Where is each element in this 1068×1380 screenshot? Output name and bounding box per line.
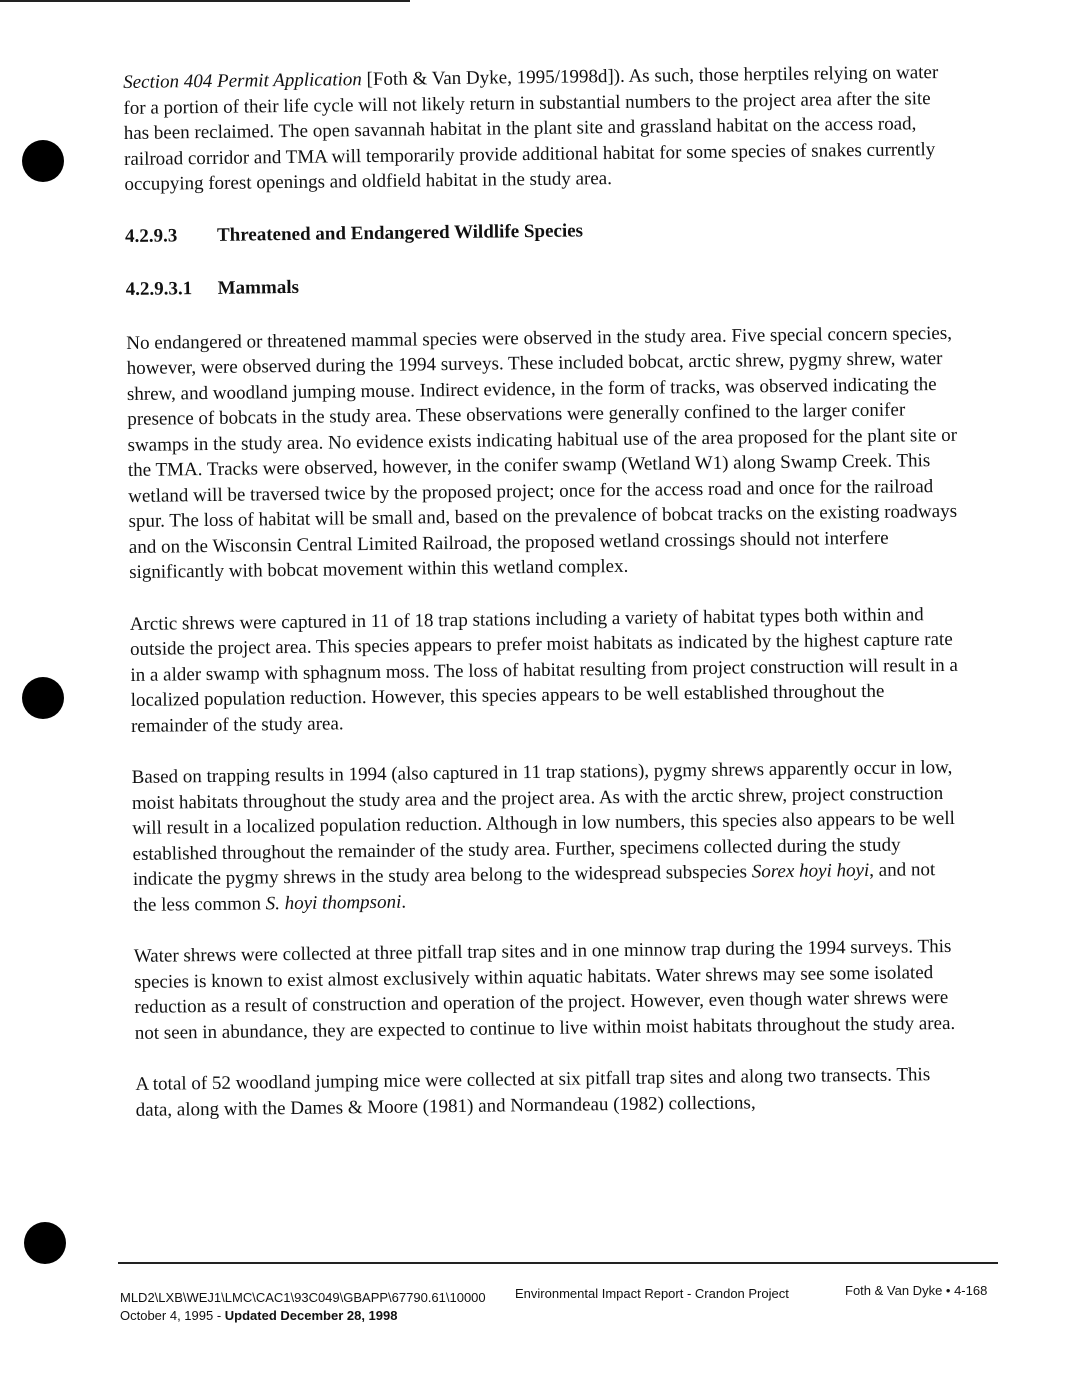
paragraph-jumping-mouse: A total of 52 woodland jumping mice were collected at six pitfall trap sites and along two transects. This data, along with the Dames & Moore (1981) and Normandeau (1982) collections, — [135, 1064, 931, 1121]
paragraph-arctic-shrew: Arctic shrews were captured in 11 of 18 trap stations including a variety of habitat types both within and outside the project area. This species appears to prefer moist habitats as indicated by the highest capture rate in a alder swamp with sphagnum moss. The loss of habitat resulting from project construction will result in a localized population reduction. However, this species appears to be well established throughout the remainder of the study area. — [129, 603, 959, 737]
citation-title: Section 404 Permit Application — [123, 69, 362, 93]
footer-date — [120, 1308, 397, 1323]
paragraph-pygmy-shrew — [131, 755, 963, 918]
footer-rule — [118, 1262, 998, 1264]
page-body — [123, 60, 966, 1149]
intro-text: [Foth & Van Dyke, 1995/1998d]). As such, those herptiles relying on water for a portion of their life cycle will not likely return in substantial numbers to the project area after the site has been reclaimed. The open savannah habitat in the plant site and grassland habitat on the access road, railroad corridor and TMA will temporarily provide additional habitat for some species of snakes currently occupying forest openings and oldfield habitat in the study area. — [123, 62, 939, 195]
footer-updated-date: Updated December 28, 1998 — [224, 1308, 398, 1323]
footer-report-title: Environmental Impact Report - Crandon Project — [515, 1286, 789, 1301]
section-number: 4.2.9.3 — [124, 224, 178, 247]
subsection-number: 4.2.9.3.1 — [125, 278, 193, 300]
punch-hole-icon — [22, 140, 64, 182]
paragraph-bobcat: No endangered or threatened mammal species were observed in the study area. Five special concern species, however, were observed during the 1994 surveys. These included bobcat, arctic shrew, pygmy shrew, water shrew, and woodland jumping mouse. Indirect evidence, in the form of tracks, was observed indicating the presence of bobcats in the study area. These observations were generally confined to the larger conifer swamps in the study area. No evidence exists indicating habitual use of the area proposed for the plant site or the TMA. Tracks were observed, however, in the conifer swamp (Wetland W1) along Swamp Creek. This wetland will be traversed twice by the proposed project; once for the access road and once for the railroad spur. The loss of habitat will be small and, based on the prevalence of bobcat tracks on the existing roadways and on the Wisconsin Central Limited Railroad, the proposed wetland crossings should not interfere significantly with bobcat movement within this wetland complex. — [126, 322, 958, 583]
footer-company-page: Foth & Van Dyke • 4-168 — [845, 1283, 988, 1298]
species-name: S. hoyi thompsoni — [265, 891, 402, 914]
footer-file-path: MLD2\LXB\WEJ1\LMC\CAC1\93C049\GBAPP\67790.61\10000 — [120, 1290, 486, 1305]
subsection-title: Mammals — [217, 276, 300, 299]
punch-hole-icon — [24, 1222, 66, 1264]
paragraph-water-shrew: Water shrews were collected at three pitfall trap sites and in one minnow trap during the 1994 surveys. This species is known to exist almost exclusively within aquatic habitats. Water shrews may see some isolated reduction as a result of construction and operation of the project. However, even though water shrews were not seen in abundance, they are expected to continue to live within moist habitats throughout the study area. — [133, 935, 956, 1044]
section-heading — [125, 213, 955, 249]
pygmy-text-end: . — [401, 891, 407, 913]
species-name: Sorex hoyi hoyi — [751, 859, 870, 883]
intro-paragraph — [123, 60, 954, 198]
subsection-heading — [126, 267, 956, 303]
section-title: Threatened and Endangered Wildlife Species — [216, 219, 584, 246]
footer-original-date: October 4, 1995 - — [120, 1308, 225, 1323]
pygmy-text-mid: , and not the less common — [133, 859, 936, 916]
punch-hole-icon — [22, 677, 64, 719]
pygmy-text: Based on trapping results in 1994 (also captured in 11 trap stations), pygmy shrews apparently occur in low, moist habitats throughout the study area and the project area. As with the arctic shrew, project construction will result in a localized population reduction. Although in low numbers, this species also appears to be well established throughout the remainder of the study area. Further, specimens collected during the study indicate the pygmy shrews in the study area belong to the widespread subspecies — [131, 756, 955, 890]
top-border-line — [0, 0, 410, 2]
